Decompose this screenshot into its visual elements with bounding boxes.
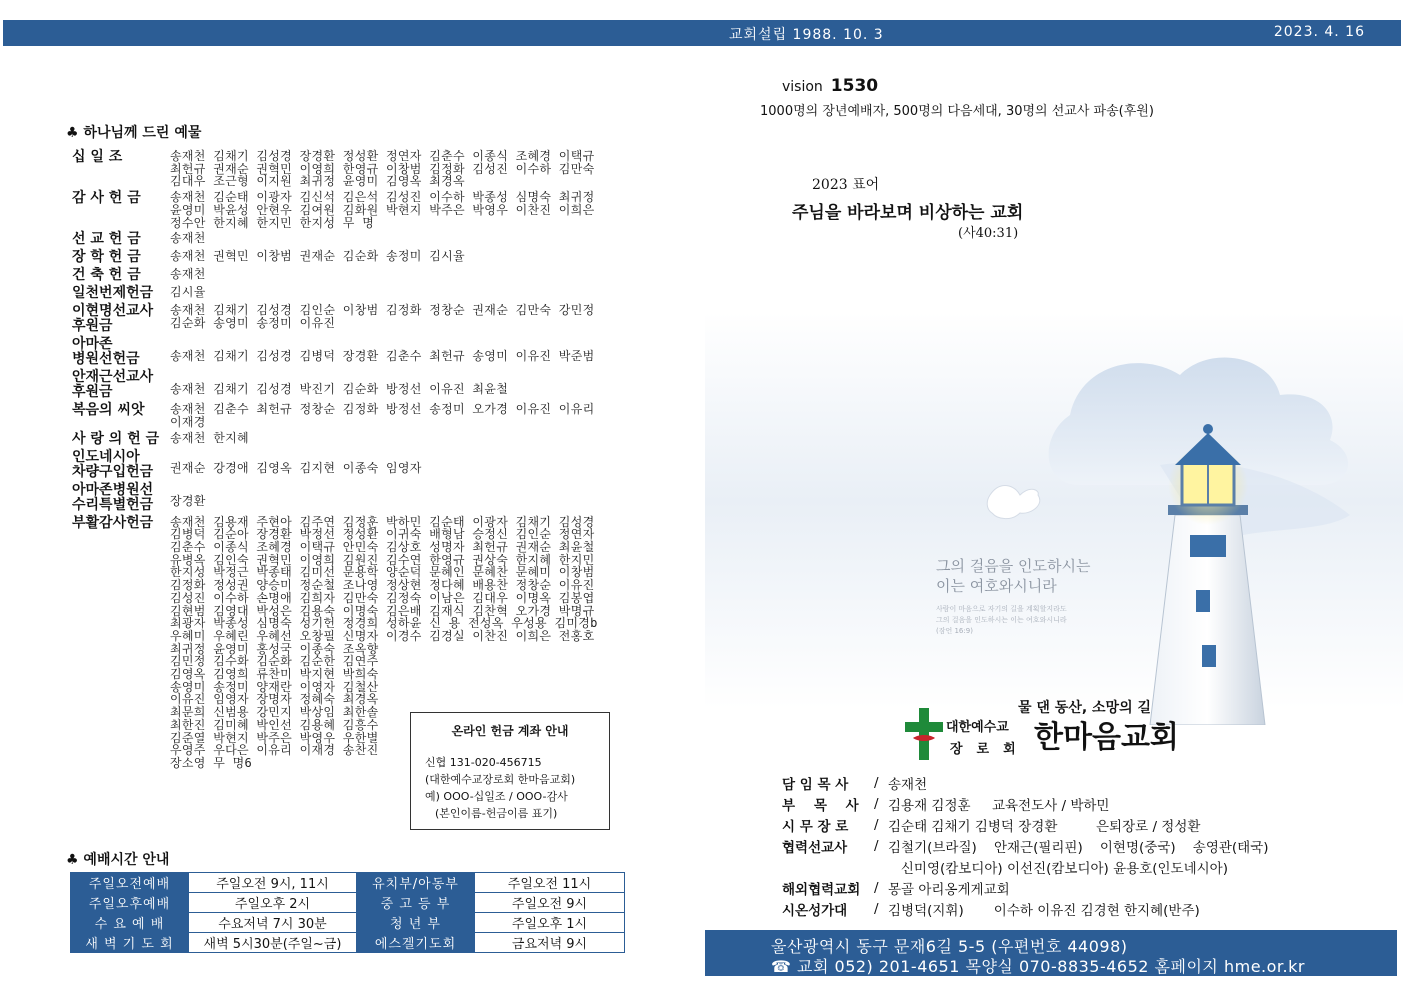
vision-heading (782, 76, 878, 96)
offering-row (72, 370, 632, 400)
verse-body-line-3: (잠언 16:9) (936, 627, 973, 635)
staff-names: 송재천 (888, 776, 928, 793)
footer-bar (705, 930, 1397, 976)
staff-names: 몽골 아리옹게게교회 (888, 881, 1010, 898)
vision-subtitle: 1000명의 장년예배자, 500명의 다음세대, 30명의 선교사 파송(후원) (760, 104, 1154, 119)
motto-reference: (사40:31) (958, 226, 1019, 241)
service-name: 중 고 등 부 (357, 893, 475, 913)
offerings-title: ♣ 하나님께 드린 예물 (66, 125, 202, 141)
offering-row (72, 450, 632, 480)
worship-schedule-table (70, 872, 625, 953)
offering-donors: 송재천 김용재 주현아 김주연 김정훈 박하민 김순태 이광자 김채기 김성경 김병덕 김순아 장경환 박정선 정성환 이귀숙 배형남 승정신 김인순 정연자 김춘수 이종식 조혜경 이택규 안민숙 김상호 성명자 최헌규 권재순 최윤철 유병옥 김인숙 권혁민 이영희 김원진 김수연 한영규 권상숙 한지혜 한지민 한지성 박정근 박종태 김미선 문용학 양순덕 문혜인 문혜찬 문혜미 이창범 김정화 정성권 양승미 정순철 조나영 정상현 정다혜 배용찬 정창순 이유진 김성진 이수하 손명애 김희자 김만숙 김정숙 이남은 김대우 이명옥 김봉엽 김현범 김영대 박성은 김용숙 이명숙 김은배 김재식 김찬혁 오가경 박명규 최광자 박종성 심명숙 성기헌 정경희 성하윤 신 용 전성옥 우성용 김미경b 우혜미 우혜린 우혜선 오창필 신명자 이경수 김경실 이찬진 이희은 전홍호 최귀정 윤영미 홍성국 이종숙 조옥향 김민정 김수화 김순화 김순한 김연주 김영옥 김영희 류찬미 박지현 박희숙 송영미 송정미 양재란 이영자 김철산 이유진 임영자 장명자 정혜숙 최경옥 최문희 신범용 강민지 박상임 최한솔 최한진 김미혜 박인선 김용혜 김흥수 김준열 박현지 박주은 박영우 우한별 우영주 우다은 이유리 이재경 송찬진 장소영 무 명6 (170, 514, 598, 770)
account-example: 예) OOO-십일조 / OOO-감사 (425, 790, 568, 803)
offering-row (72, 403, 632, 428)
staff-role: 해외협력교회 (782, 881, 861, 898)
online-account-box (410, 712, 610, 830)
staff-row (782, 835, 1269, 856)
staff-row (782, 772, 1269, 793)
verse-headline (936, 556, 1090, 596)
offering-category: 안재근선교사 후원금 (72, 369, 154, 401)
account-holder: (대한예수교장로회 한마음교회) (425, 773, 576, 786)
offering-donors: 송재천 김춘수 최헌규 정창순 김정화 방정선 송정미 오가경 이유진 이유리 이재경 (170, 402, 595, 429)
schedule-row (71, 933, 625, 953)
offering-donors: 송재천 김채기 김성경 김병덕 장경환 김춘수 최헌규 송영미 이유진 박준범 (170, 348, 595, 363)
account-number: 신협 131-020-456715 (425, 756, 542, 769)
staff-row (782, 856, 1269, 877)
offering-donors: 송재천 김채기 김성경 박진기 김순화 방정선 이유진 최윤철 (170, 381, 509, 396)
staff-separator: / (874, 900, 879, 917)
church-contact: ☎ 교회 052) 201-4651 목양실 070-8835-4652 홈페이지 hme.or.kr (771, 957, 1305, 976)
offering-category: 감 사 헌 금 (72, 190, 141, 207)
offering-donors: 송재천 (170, 231, 206, 246)
schedule-row (71, 913, 625, 933)
offering-donors: 김시율 (170, 285, 206, 300)
header-bar (3, 20, 1401, 46)
schedule-title: ♣ 예배시간 안내 (66, 852, 170, 868)
offering-row (72, 432, 632, 447)
offering-donors: 장경환 (170, 494, 206, 509)
founded-date: 교회설립 1988. 10. 3 (729, 27, 884, 43)
offering-category: 건 축 헌 금 (72, 267, 141, 284)
staff-role: 부 목 사 (782, 797, 859, 814)
offering-row (72, 337, 632, 367)
offering-row (72, 232, 632, 247)
offering-row (72, 286, 632, 301)
staff-role: 시온성가대 (782, 902, 848, 919)
service-name: 수 요 예 배 (71, 913, 189, 933)
schedule-row (71, 873, 625, 893)
denomination-logo-icon (903, 708, 945, 760)
church-slogan: 물 댄 동산, 소망의 길 (1018, 700, 1152, 716)
motto-text: 주님을 바라보며 비상하는 교회 (792, 203, 1024, 223)
staff-names: 김병덕(지휘) 이수하 이유진 김경현 한지혜(반주) (888, 902, 1200, 919)
service-time: 주일오전 9시 (475, 893, 625, 913)
offering-donors: 송재천 권혁민 이창범 권재순 김순화 송정미 김시율 (170, 249, 465, 264)
church-name: 한마음교회 (1034, 720, 1179, 755)
staff-separator: / (874, 795, 879, 812)
staff-row (782, 877, 1269, 898)
staff-row (782, 793, 1269, 814)
offering-donors: 권재순 강경애 김영옥 김지현 이종숙 임영자 (170, 461, 422, 476)
staff-role: 시 무 장 로 (782, 818, 849, 835)
schedule-row (71, 893, 625, 913)
staff-names: 김순태 김채기 김병덕 장경환 은퇴장로 / 정성환 (888, 818, 1201, 835)
lighthouse-illustration (920, 345, 1390, 725)
offering-category: 십 일 조 (72, 149, 123, 165)
offering-row (72, 150, 632, 188)
offering-donors: 송재천 (170, 267, 206, 282)
staff-role: 협력선교사 (782, 839, 848, 856)
verse-body-line-2: 그의 걸음을 인도하시는 이는 여호와시니라 (936, 616, 1067, 624)
staff-list (782, 772, 1269, 919)
service-time: 주일오후 2시 (189, 893, 357, 913)
offering-category: 사 랑 의 헌 금 (72, 430, 160, 447)
offering-row (72, 191, 632, 229)
vision-label: vision (782, 79, 823, 95)
service-name: 청 년 부 (357, 913, 475, 933)
offering-donors: 송재천 한지혜 (170, 430, 249, 445)
offering-row (72, 483, 632, 513)
offering-row (72, 268, 632, 283)
verse-line-2: 이는 여호와시니라 (936, 577, 1057, 595)
service-time: 주일오전 11시 (475, 873, 625, 893)
offering-category: 선 교 헌 금 (72, 231, 141, 248)
staff-names: 김용재 김정훈 교육전도사 / 박하민 (888, 797, 1110, 814)
bulletin-date: 2023. 4. 16 (1273, 24, 1365, 40)
offering-category: 장 학 헌 금 (72, 249, 141, 266)
offering-row (72, 304, 632, 334)
staff-role: 담 임 목 사 (782, 776, 849, 793)
offering-category: 이현명선교사 후원금 (72, 303, 154, 335)
verse-line-1: 그의 걸음을 인도하시는 (936, 557, 1091, 575)
denomination-line-1: 대한예수교 (946, 720, 1009, 735)
vision-number: 1530 (830, 76, 879, 96)
service-time: 주일오전 9시, 11시 (189, 873, 357, 893)
service-name: 유치부/아동부 (357, 873, 475, 893)
offering-category: 부활감사헌금 (72, 514, 154, 531)
service-name: 에스겔기도회 (357, 933, 475, 953)
service-name: 주일오후예배 (71, 893, 189, 913)
service-time: 주일오후 1시 (475, 913, 625, 933)
denomination-line-2: 장로회 (950, 742, 1030, 757)
offering-category: 일천번제헌금 (72, 285, 154, 302)
offerings-table (72, 150, 632, 773)
staff-names: 신미영(캄보디아) 이선진(캄보디아) 윤용호(인도네시아) (888, 860, 1228, 877)
staff-separator: / (874, 816, 879, 833)
verse-body-line-1: 사람이 마음으로 자기의 길을 계획할지라도 (936, 605, 1067, 613)
staff-row (782, 898, 1269, 919)
service-name: 새 벽 기 도 회 (71, 933, 189, 953)
verse-body (936, 604, 1067, 637)
service-time: 새벽 5시30분(주일~금) (189, 933, 357, 953)
staff-separator: / (874, 774, 879, 791)
offering-donors: 송재천 김채기 김성경 장경환 정성환 정연자 김춘수 이종식 조혜경 이택규 최헌규 권재순 권혁민 이영희 한영규 이창범 김정화 김성진 이수하 김만숙 김대우 조근형 이지원 최귀정 윤영미 김영옥 최경옥 (170, 149, 595, 189)
account-note: (본인이름-헌금이름 표기) (435, 807, 558, 820)
offering-row (72, 250, 632, 265)
service-time: 수요저녁 7시 30분 (189, 913, 357, 933)
staff-separator: / (874, 879, 879, 896)
offering-category: 아마존 병원선헌금 (72, 336, 140, 368)
offering-donors: 송재천 김채기 김성경 김인순 이창범 김정화 정창순 권재순 김만숙 강민정 김순화 송영미 송정미 이유진 (170, 303, 595, 330)
offering-category: 복음의 씨앗 (72, 402, 145, 419)
staff-row (782, 814, 1269, 835)
account-title: 온라인 헌금 계좌 안내 (451, 724, 569, 738)
offering-donors: 송재천 김순태 이광자 김신석 김은석 김성진 이수하 박종성 심명숙 최귀정 윤영미 박윤성 안현우 김여원 김화원 박현지 박주은 박영우 이찬진 이희은 정수안 한지혜 한지민 한지성 무 명 (170, 190, 595, 230)
staff-separator: / (874, 837, 879, 854)
service-time: 금요저녁 9시 (475, 933, 625, 953)
motto-year: 2023 표어 (812, 177, 880, 193)
staff-names: 김철기(브라질) 안재근(필리핀) 이현명(중국) 송영관(태국) (888, 839, 1269, 856)
church-address: 울산광역시 동구 문재6길 5-5 (우편번호 44098) (771, 937, 1128, 956)
offering-category: 아마존병원선 수리특별헌금 (72, 481, 154, 513)
offering-category: 인도네시아 차량구입헌금 (72, 448, 154, 480)
service-name: 주일오전예배 (71, 873, 189, 893)
